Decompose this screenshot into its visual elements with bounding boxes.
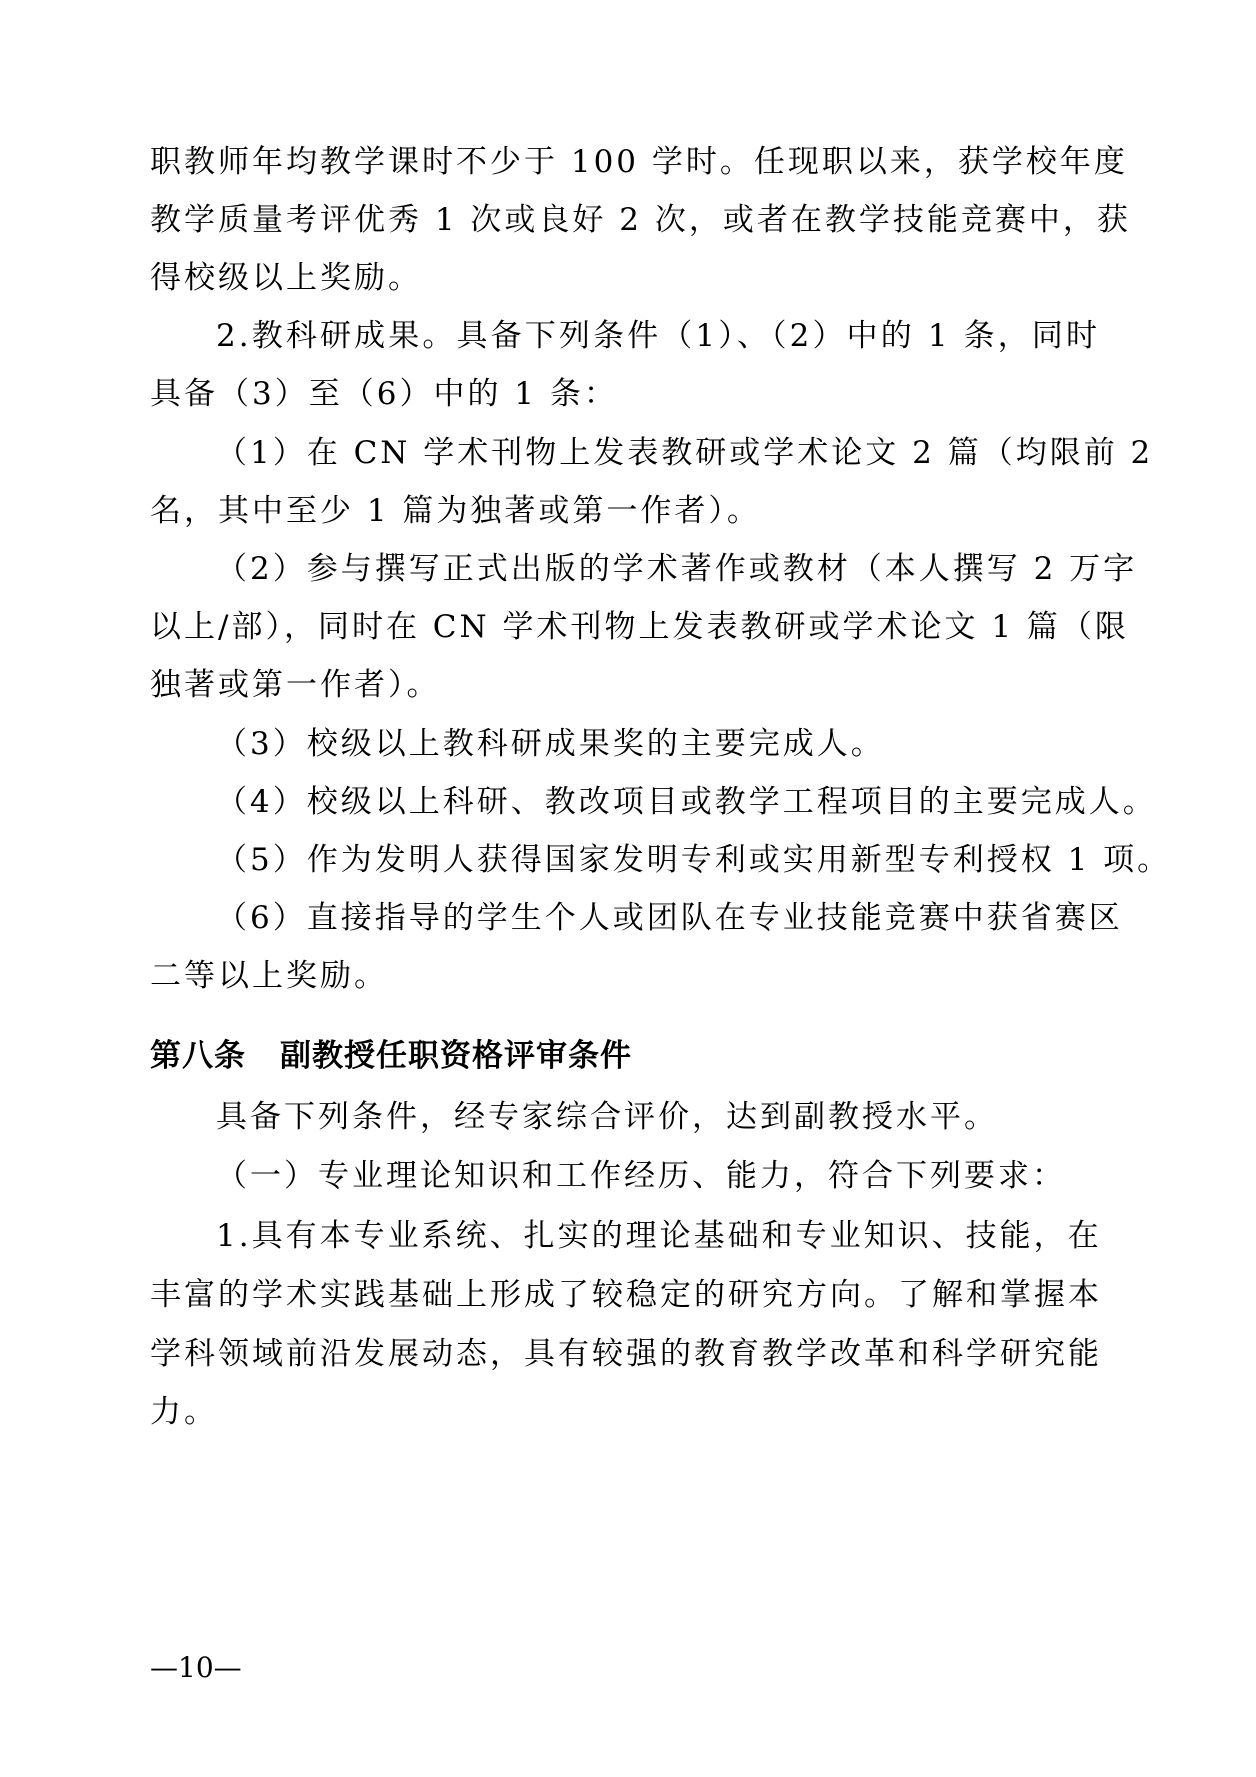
body-text-line: （2）参与撰写正式出版的学术著作或教材（本人撰写 2 万字 (216, 551, 1138, 587)
body-text-line: 职教师年均教学课时不少于 100 学时。任现职以来，获学校年度 (150, 144, 1128, 180)
body-text-line: （6）直接指导的学生个人或团队在专业技能竞赛中获省赛区 (216, 900, 1123, 936)
body-text-line: 独著或第一作者）。 (150, 667, 441, 703)
body-text-line: 具备（3）至（6）中的 1 条： (150, 376, 618, 412)
body-text-line: 力。 (150, 1394, 218, 1430)
body-text-line: （3）校级以上教科研成果奖的主要完成人。 (216, 726, 885, 762)
page-number: —10— (150, 1651, 242, 1684)
body-text-line: （4）校级以上科研、教改项目或教学工程项目的主要完成人。 (216, 784, 1157, 820)
heading-title: 副教授任职资格评审条件 (280, 1038, 632, 1074)
body-text-line: 以上/部），同时在 CN 学术刊物上发表教研或学术论文 1 篇（限 (150, 609, 1129, 645)
body-text-line: （一）专业理论知识和工作经历、能力，符合下列要求： (216, 1158, 1066, 1194)
body-text-line: 二等以上奖励。 (150, 958, 388, 994)
body-text-line: （5）作为发明人获得国家发明专利或实用新型专利授权 1 项。 (216, 842, 1172, 878)
body-text-line: 1.具有本专业系统、扎实的理论基础和专业知识、技能，在 (216, 1218, 1102, 1254)
heading-article-number: 第八条 (150, 1038, 246, 1074)
body-text-line: 具备下列条件，经专家综合评价，达到副教授水平。 (216, 1099, 998, 1135)
body-text-line: 丰富的学术实践基础上形成了较稳定的研究方向。了解和掌握本 (150, 1277, 1102, 1313)
body-text-line: 学科领域前沿发展动态，具有较强的教育教学改革和科学研究能 (150, 1336, 1102, 1372)
body-text-line: 教学质量考评优秀 1 次或良好 2 次，或者在教学技能竞赛中，获 (150, 202, 1131, 238)
body-text-line: 得校级以上奖励。 (150, 260, 422, 296)
section-heading (150, 1034, 1100, 1078)
body-text-line: 2.教科研成果。具备下列条件（1）、（2）中的 1 条，同时 (216, 318, 1100, 354)
body-text-line: （1）在 CN 学术刊物上发表教研或学术论文 2 篇（均限前 2 (216, 435, 1154, 471)
body-text-line: 名，其中至少 1 篇为独著或第一作者）。 (150, 493, 761, 529)
